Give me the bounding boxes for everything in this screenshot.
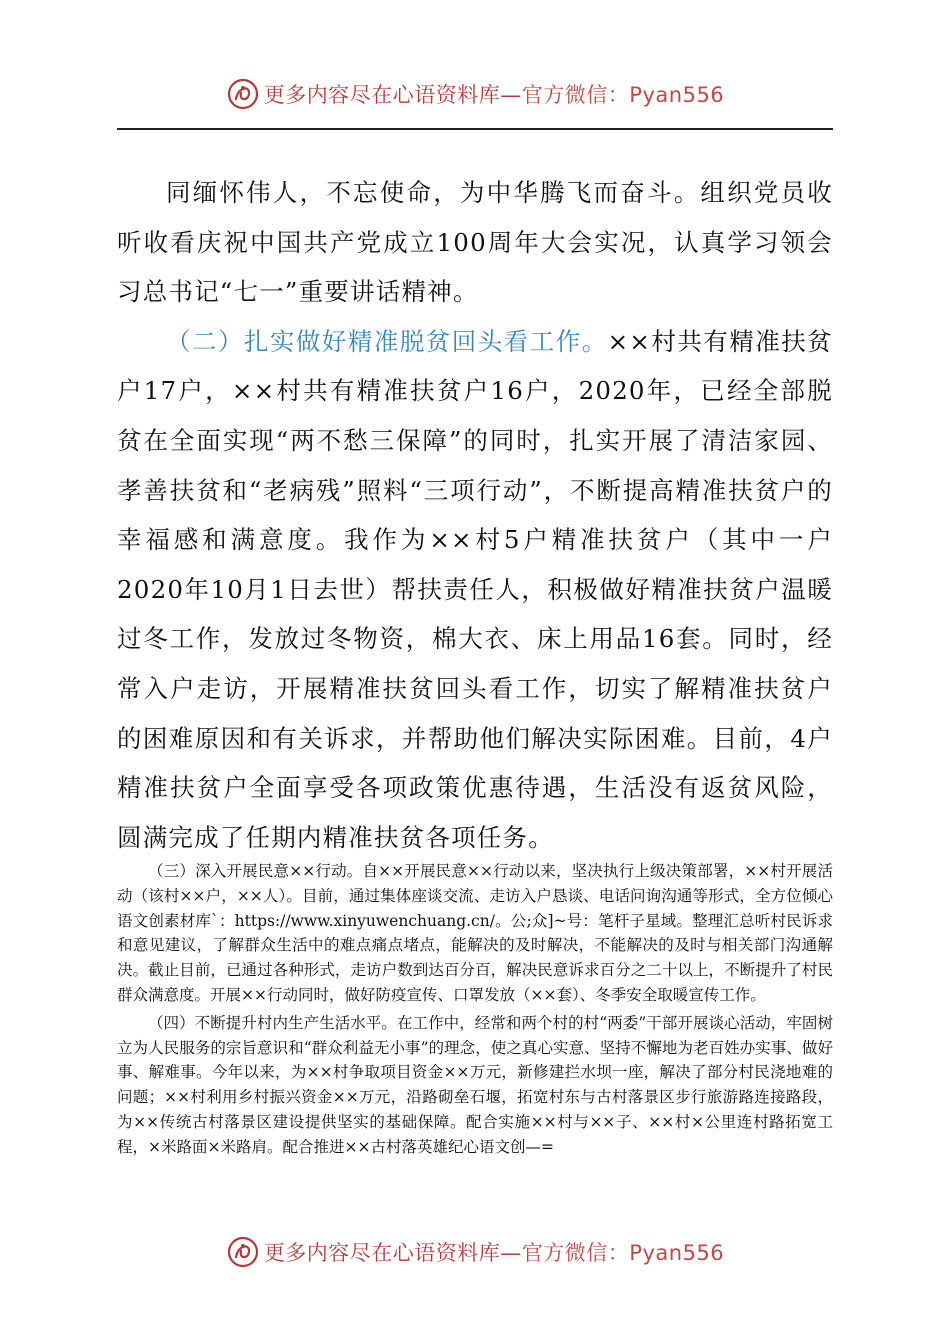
paragraph-3: （三）深入开展民意××行动。自××开展民意××行动以来，坚决执行上级决策部署，××村开展活动（该村××户，××人）。目前，通过集体座谈交流、走访入户恳谈、电话问询沟通等形式，全方位倾心语文创素材库`：https://www.xinyuwenchuang.cn/。公;众]~号：笔杆子星域。整理汇总听村民诉求和意见建议，了解群众生活中的难点痛点堵点，能解决的及时解决，不能解决的及时与相关部门沟通解决。截止目前，已通过各种形式，走访户数到达百分百，解决民意诉求百分之二十以上，不断提升了村民群众满意度。开展××行动同时，做好防疫宣传、口罩发放（××套）、冬季安全取暖宣传工作。	[117, 862, 833, 1004]
paragraph-2	[117, 317, 833, 863]
footer-contact-text: 官方微信：Pyan556	[521, 1241, 725, 1265]
article-body-large	[117, 168, 833, 862]
paragraph-1: 同缅怀伟人，不忘使命，为中华腾飞而奋斗。组织党员收听收看庆祝中国共产党成立100周年大会实况，认真学习领会习总书记“七一”重要讲话精神。	[117, 178, 833, 307]
footer-site-text: 更多内容尽在心语资料库—	[263, 1241, 522, 1265]
paragraph-2-body: ××村共有精准扶贫户17户，××村共有精准扶贫户16户，2020年，已经全部脱贫在全面实现“两不愁三保障”的同时，扎实开展了清洁家园、孝善扶贫和“老病残”照料“三项行动”，不断提高精准扶贫户的幸福感和满意度。我作为××村5户精准扶贫户（其中一户2020年10月1日去世）帮扶责任人，积极做好精准扶贫户温暖过冬工作，发放过冬物资，棉大衣、床上用品16套。同时，经常入户走访，开展精准扶贫回头看工作，切实了解精准扶贫户的困难原因和有关诉求，并帮助他们解决实际困难。目前，4户精准扶贫户全面享受各项政策优惠待遇，生活没有返贫风险，圆满完成了任期内精准扶贫各项任务。	[117, 326, 833, 852]
header-contact-text: 官方微信：Pyan556	[521, 83, 725, 107]
header-banner	[0, 74, 950, 114]
header-site-text: 更多内容尽在心语资料库—	[263, 83, 522, 107]
header-text	[264, 79, 724, 109]
section-heading-2: （二）扎实做好精准脱贫回头看工作。	[166, 326, 608, 356]
footer-text	[264, 1237, 724, 1267]
swirl-logo-icon	[226, 1235, 260, 1269]
footer-banner	[0, 1232, 950, 1272]
swirl-logo-icon	[226, 77, 260, 111]
article-body-small	[117, 859, 833, 1163]
header-divider	[117, 128, 833, 130]
paragraph-4: （四）不断提升村内生产生活水平。在工作中，经常和两个村的村“两委”干部开展谈心活动，牢固树立为人民服务的宗旨意识和“群众利益无小事”的理念，使之真心实意、坚持不懈地为老百姓办实事、做好事、解难事。今年以来，为××村争取项目资金××万元，新修建拦水坝一座，解决了部分村民浇地难的问题；××村利用乡村振兴资金××万元，沿路砌垒石堰，拓宽村东与古村落景区步行旅游路连接路段，为××传统古村落景区建设提供坚实的基础保障。配合实施××村与××子、××村×公里连村路拓宽工程，×米路面×米路肩。配合推进××古村落英雄纪心语文创—=	[117, 1013, 833, 1156]
